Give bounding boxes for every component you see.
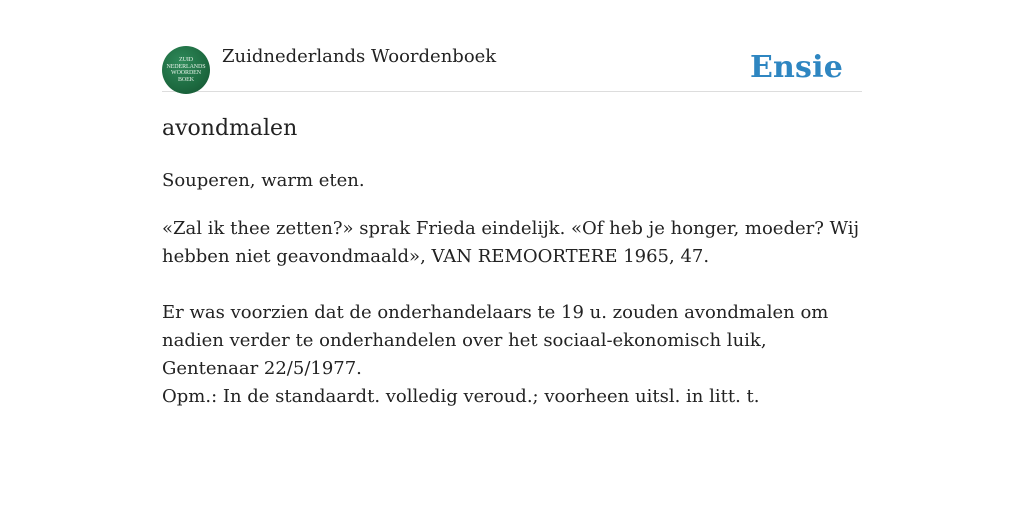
ensie-logo-link[interactable]: Ensie	[749, 50, 843, 85]
usage-note: Opm.: In de standaardt. volledig veroud.; voorheen uitsl. in litt. t.	[162, 386, 760, 407]
entry-page	[162, 0, 862, 407]
headword: avondmalen	[162, 116, 298, 141]
dictionary-logo[interactable]	[162, 46, 210, 94]
logo-text: ZUID NEDERLANDS WOORDEN BOEK	[166, 57, 206, 83]
example-quote-2: Er was voorzien dat de onderhandelaars te 19 u. zouden avondmalen om nadien verder te onderhandelen over het sociaal-ekonomisch luik, Gentenaar 22/5/1977.	[162, 302, 829, 379]
example-quote-1: «Zal ik thee zetten?» sprak Frieda eindelijk. «Of heb je honger, moeder? Wij hebben niet geavondmaald», VAN REMOORTERE 1965, 47.	[162, 218, 860, 267]
definition: Souperen, warm eten.	[162, 170, 365, 191]
dictionary-name-link[interactable]: Zuidnederlands Woordenboek	[222, 46, 497, 67]
header	[162, 0, 862, 92]
